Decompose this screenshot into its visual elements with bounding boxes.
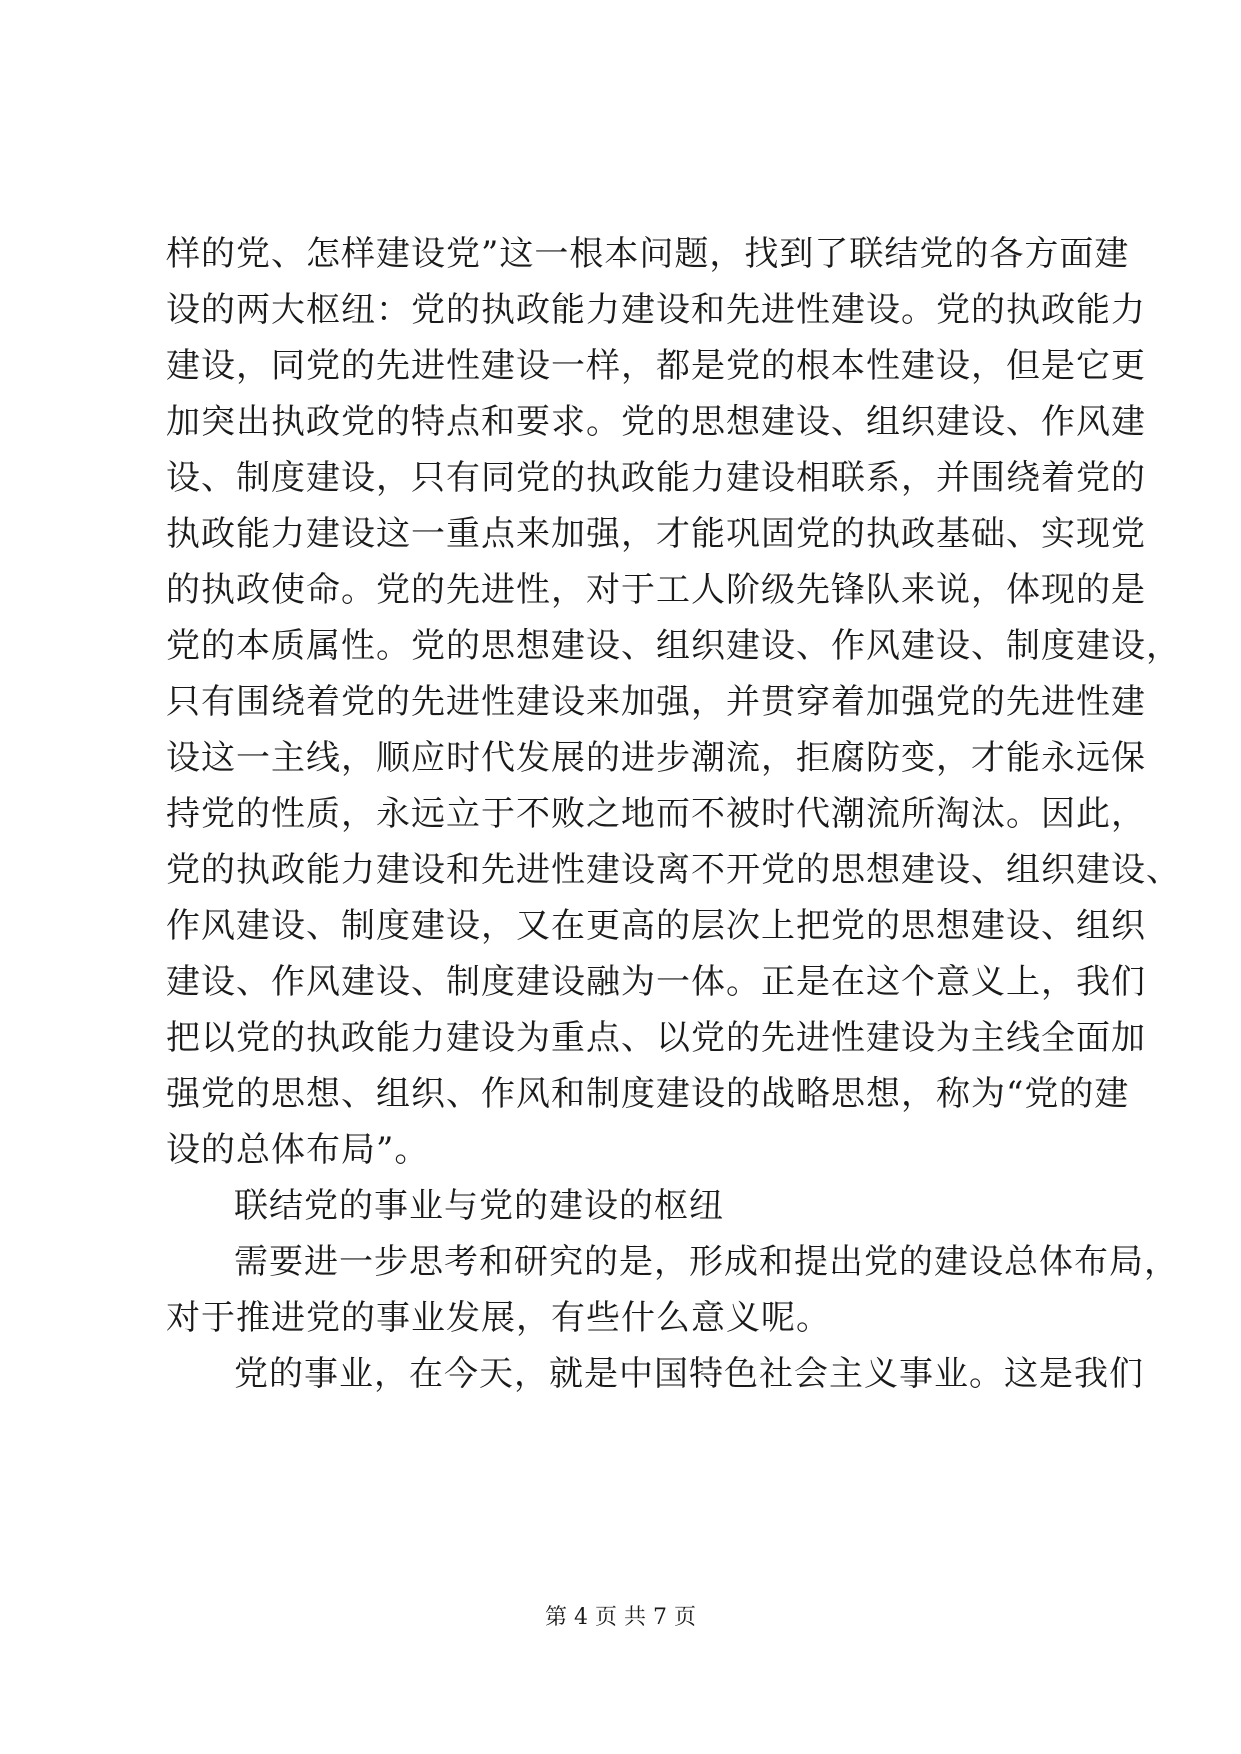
text-line: 党的事业，在今天，就是中国特色社会主义事业。这是我们 bbox=[234, 1354, 1144, 1394]
text-line: 强党的思想、组织、作风和制度建设的战略思想，称为“党的建 bbox=[166, 1074, 1130, 1114]
text-line: 党的本质属性。党的思想建设、组织建设、作风建设、制度建设， bbox=[166, 626, 1181, 666]
page-footer: 第 4 页 共 7 页 bbox=[545, 1605, 696, 1630]
text-line: 设的两大枢纽：党的执政能力建设和先进性建设。党的执政能力 bbox=[166, 290, 1146, 330]
text-line: 党的执政能力建设和先进性建设离不开党的思想建设、组织建设、 bbox=[166, 850, 1181, 890]
text-line: 设、制度建设，只有同党的执政能力建设相联系，并围绕着党的 bbox=[166, 458, 1146, 498]
text-line: 把以党的执政能力建设为重点、以党的先进性建设为主线全面加 bbox=[166, 1018, 1146, 1058]
text-line: 需要进一步思考和研究的是，形成和提出党的建设总体布局， bbox=[234, 1242, 1179, 1282]
text-line: 的执政使命。党的先进性，对于工人阶级先锋队来说，体现的是 bbox=[166, 570, 1146, 610]
text-line: 建设，同党的先进性建设一样，都是党的根本性建设，但是它更 bbox=[166, 346, 1146, 386]
text-line: 样的党、怎样建设党”这一根本问题，找到了联结党的各方面建 bbox=[166, 234, 1130, 274]
text-line: 建设、作风建设、制度建设融为一体。正是在这个意义上，我们 bbox=[166, 962, 1146, 1002]
text-line: 执政能力建设这一重点来加强，才能巩固党的执政基础、实现党 bbox=[166, 514, 1146, 554]
text-line: 持党的性质，永远立于不败之地而不被时代潮流所淘汰。因此， bbox=[166, 794, 1146, 834]
text-line: 只有围绕着党的先进性建设来加强，并贯穿着加强党的先进性建 bbox=[166, 682, 1146, 722]
section-heading: 联结党的事业与党的建设的枢纽 bbox=[234, 1186, 724, 1226]
text-line: 作风建设、制度建设，又在更高的层次上把党的思想建设、组织 bbox=[166, 906, 1146, 946]
body-text bbox=[166, 226, 1181, 1402]
text-line: 设的总体布局”。 bbox=[166, 1130, 430, 1170]
text-line: 设这一主线，顺应时代发展的进步潮流，拒腐防变，才能永远保 bbox=[166, 738, 1146, 778]
text-line: 对于推进党的事业发展，有些什么意义呢。 bbox=[166, 1298, 831, 1338]
text-line: 加突出执政党的特点和要求。党的思想建设、组织建设、作风建 bbox=[166, 402, 1146, 442]
